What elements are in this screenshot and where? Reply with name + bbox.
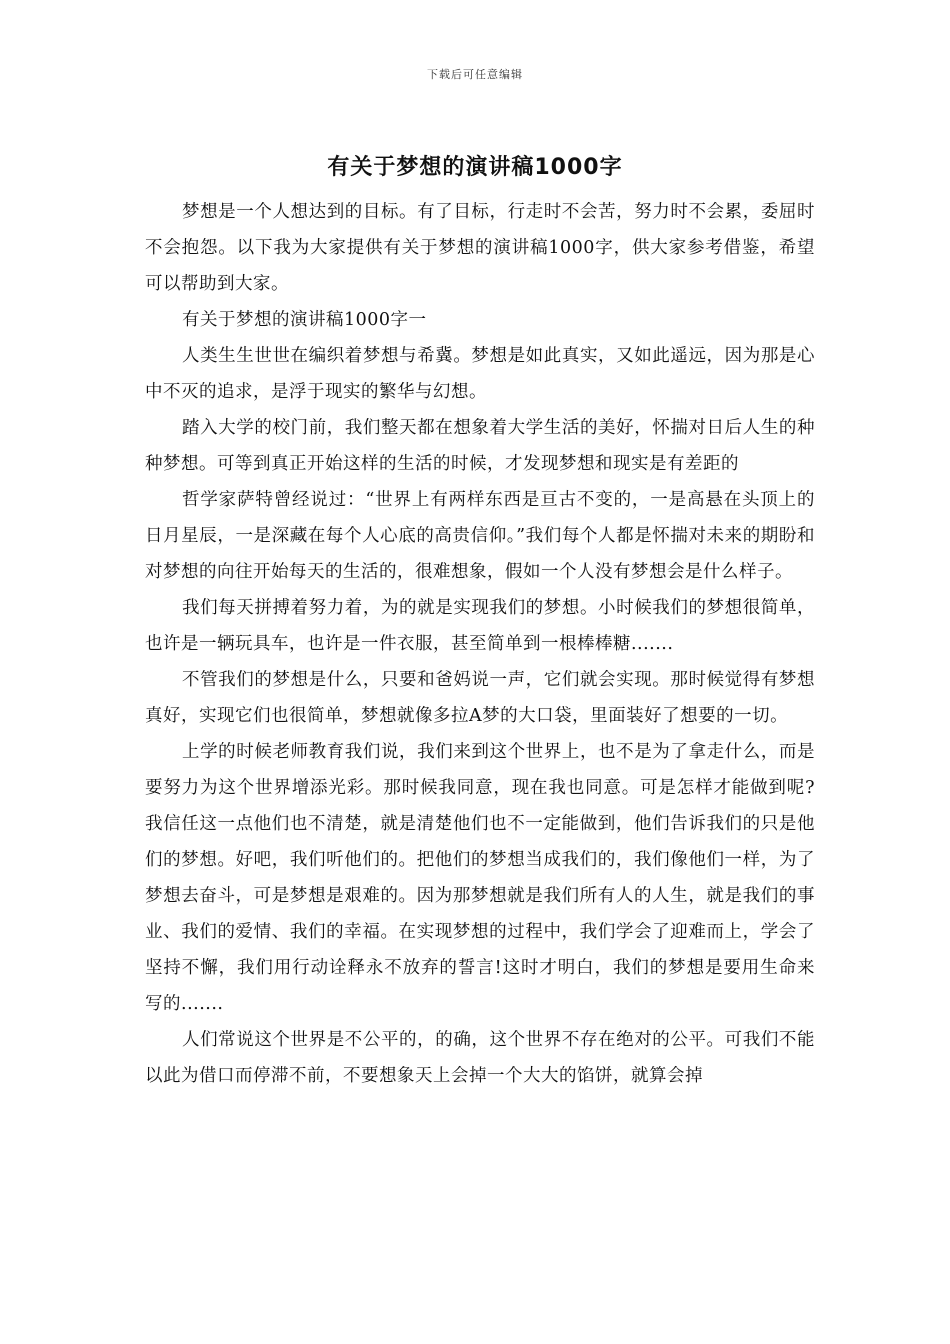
paragraph: 踏入大学的校门前，我们整天都在想象着大学生活的美好，怀揣对日后人生的种种梦想。可等到真正开始这样的生活的时候，才发现梦想和现实是有差距的 [145, 418, 815, 474]
paragraph: 我们每天拼搏着努力着，为的就是实现我们的梦想。小时候我们的梦想很简单，也许是一辆玩具车，也许是一件衣服，甚至简单到一根棒棒糖....... [145, 598, 815, 654]
paragraph: 哲学家萨特曾经说过：“世界上有两样东西是亘古不变的，一是高悬在头顶上的日月星辰，一是深藏在每个人心底的高贵信仰。”我们每个人都是怀揣对未来的期盼和对梦想的向往开始每天的生活的，很难想象，假如一个人没有梦想会是什么样子。 [145, 490, 815, 582]
paragraph: 梦想是一个人想达到的目标。有了目标，行走时不会苦，努力时不会累，委屈时不会抱怨。以下我为大家提供有关于梦想的演讲稿1000字，供大家参考借鉴，希望可以帮助到大家。 [145, 202, 815, 294]
paragraph: 不管我们的梦想是什么，只要和爸妈说一声，它们就会实现。那时候觉得有梦想真好，实现它们也很简单，梦想就像多拉A梦的大口袋，里面装好了想要的一切。 [145, 670, 815, 726]
document-title: 有关于梦想的演讲稿1000字 [327, 155, 623, 180]
paragraph: 人类生生世世在编织着梦想与希冀。梦想是如此真实，又如此遥远，因为那是心中不灭的追求，是浮于现实的繁华与幻想。 [145, 346, 815, 402]
document-body [145, 194, 815, 1094]
header-note: 下载后可任意编辑 [427, 68, 523, 81]
paragraph: 人们常说这个世界是不公平的，的确，这个世界不存在绝对的公平。可我们不能以此为借口而停滞不前，不要想象天上会掉一个大大的馅饼，就算会掉 [145, 1030, 815, 1086]
paragraph: 上学的时候老师教育我们说，我们来到这个世界上，也不是为了拿走什么，而是要努力为这个世界增添光彩。那时候我同意，现在我也同意。可是怎样才能做到呢?我信任这一点他们也不清楚，就是清楚他们也不一定能做到，他们告诉我们的只是他们的梦想。好吧，我们听他们的。把他们的梦想当成我们的，我们像他们一样，为了梦想去奋斗，可是梦想是艰难的。因为那梦想就是我们所有人的人生，就是我们的事业、我们的爱情、我们的幸福。在实现梦想的过程中，我们学会了迎难而上，学会了坚持不懈，我们用行动诠释永不放弃的誓言!这时才明白，我们的梦想是要用生命来写的....... [145, 742, 815, 1014]
paragraph: 有关于梦想的演讲稿1000字一 [182, 310, 427, 330]
